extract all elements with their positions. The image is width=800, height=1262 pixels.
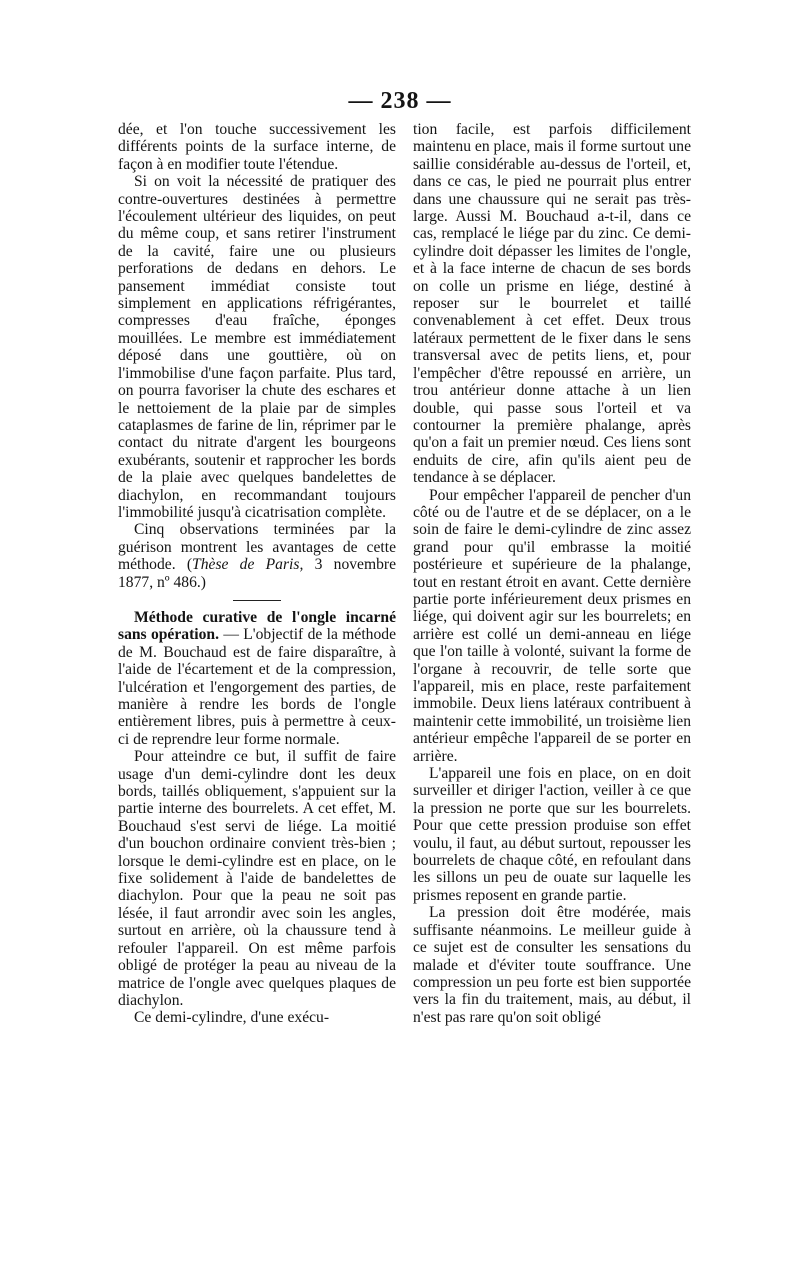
left-paragraph-1: dée, et l'on touche successivement les différents points de la surface interne, de façon à en modifier toute l'étendue. xyxy=(118,121,396,173)
right-paragraph-4: La pression doit être modérée, mais suffisante néanmoins. Le meilleur guide à ce sujet est de consulter les sensations du malade et d'éviter toute souffrance. Une compression un peu forte est bien supportée vers la fin du traitement, mais, au début, il n'est pas rare qu'on soit obligé xyxy=(413,904,691,1026)
right-paragraph-1: tion facile, est parfois difficilement maintenu en place, mais il forme surtout une saillie considérable au-dessus de l'orteil, et, dans ce cas, le pied ne pourrait plus entrer dans une chaussure qui ne serait pas très-large. Aussi M. Bouchaud a-t-il, dans ce cas, remplacé le liége par du zinc. Ce demi-cylindre doit dépasser les limites de l'ongle, et à la face interne de chacun de ses bords on colle un prisme en liége, destiné à reposer sur le bourrelet et taillé convenablement à cet effet. Deux trous latéraux permettent de le fixer dans le sens transversal avec de petits liens, et, pour l'empêcher d'être repoussé en arrière, un trou antérieur donne attache à un lien double, qui passe sous l'orteil et va contourner la première phalange, après qu'on a fait un premier nœud. Ces liens sont enduits de cire, afin qu'ils aient peu de tendance à se déplacer. xyxy=(413,121,692,487)
right-paragraph-3: L'appareil une fois en place, on en doit surveiller et diriger l'action, veiller à ce que la pression ne porte que sur les bourrelets. Pour que cette pression produise son effet voulu, il faut, au début surtout, repousser les bourrelets de chaque côté, en refoulant dans les sillons un peu de ouate sur laquelle les prismes reposent en grande partie. xyxy=(413,765,691,904)
left-column xyxy=(118,121,396,1027)
right-column xyxy=(413,121,691,1026)
citation-lead: Cinq observations terminées par la guérison montrent les avantages de cette méthode. ( xyxy=(118,521,396,574)
right-paragraph-2: Pour empêcher l'appareil de pencher d'un côté ou de l'autre et de se déplacer, on a le soin de faire le demi-cylindre de zinc assez grand pour qu'il embrasse la moitié postérieure et supérieure de la phalange, tout en restant étroit en avant. Cette dernière partie porte inférieurement deux prismes en liége, qui doivent agir sur les bourrelets; en arrière est collé un demi-anneau en liége que l'on taille à volonté, suivant la forme de l'organe à recouvrir, de telle sorte que l'appareil, mis en place, reste parfaitement immobile. Deux liens latéraux contribuent à maintenir cette immobilité, un troisième lien antérieur empêche l'appareil de se porter en arrière. xyxy=(413,486,692,765)
left-paragraph-2: Si on voit la nécessité de pratiquer des contre-ouvertures destinées à permettre l'écoulement ultérieur des liquides, on peut du même coup, et sans retirer l'instrument de la cavité, faire une ou plusieurs perforations de dedans en dehors. Le pansement immédiat consiste tout simplement en applications réfrigérantes, compresses d'eau fraîche, éponges mouillées. Le membre est immédiatement déposé dans une gouttière, où on l'immobilise d'une façon parfaite. Plus tard, on pourra favoriser la chute des eschares et le nettoiement de la plaie par de simples cataplasmes de farine de lin, réprimer par le contact du nitrate d'argent les bourgeons exubérants, soutenir et rapprocher les bords de la plaie avec quelques bandelettes de diachylon, en recommandant toujours l'immobilité jusqu'à cicatrisation complète. xyxy=(118,173,396,521)
left-paragraph-3 xyxy=(118,521,396,591)
thesis-reference: Thèse de Paris, xyxy=(192,556,304,574)
section-divider xyxy=(233,600,281,601)
section-heading: Méthode curative de l'ongle incarné sans opération. xyxy=(118,608,396,644)
page-number: — 238 — xyxy=(348,88,452,114)
section-intro: — L'objectif de la méthode de M. Bouchaud est de faire disparaître, à l'aide de l'écartement et de la compression, l'ulcération et l'engorgement des parties, de manière à rendre les bords de l'ongle entièrement libres, puis à permettre à ceux-ci de reprendre leur forme normale. xyxy=(118,626,396,748)
left-paragraph-6: Ce demi-cylindre, d'une exécu- xyxy=(134,1009,330,1027)
citation-date: 3 novembre 1877, nº 486.) xyxy=(118,556,396,591)
section-paragraph xyxy=(118,609,396,748)
left-paragraph-5: Pour atteindre ce but, il suffit de faire usage d'un demi-cylindre dont les deux bords, taillés obliquement, s'appuient sur la partie interne des bourrelets. A cet effet, M. Bouchaud s'est servi de liége. La moitié d'un bouchon ordinaire convient très-bien ; lorsque le demi-cylindre est en place, on le fixe solidement à l'aide de bandelettes de diachylon. Pour que la peau ne soit pas lésée, il faut arrondir avec soin les angles, surtout en arrière, où la chaussure tend à refouler l'appareil. On est même parfois obligé de protéger la peau au niveau de la matrice de l'ongle avec quelques plaques de diachylon. xyxy=(118,748,396,1009)
